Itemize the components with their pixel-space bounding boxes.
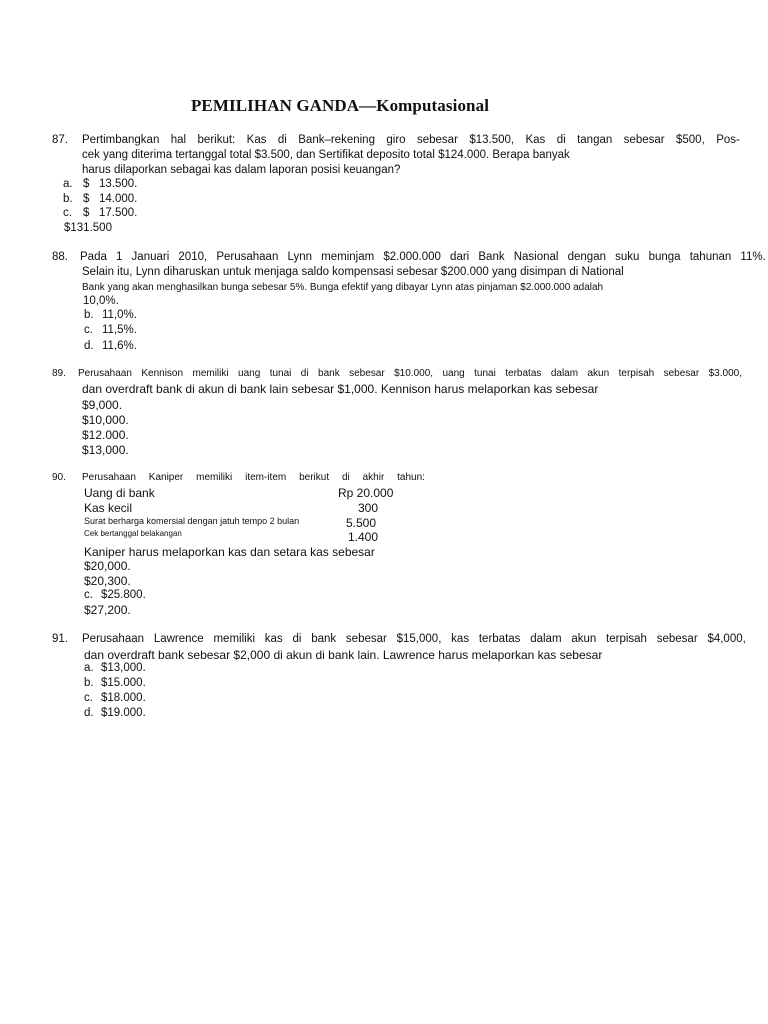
word: berikut xyxy=(299,472,330,483)
word: dengan xyxy=(567,251,606,263)
question-90-line-1 xyxy=(82,472,425,484)
word: memiliki xyxy=(192,368,229,379)
option-label: c. xyxy=(84,589,93,601)
item-name: Kas kecil xyxy=(84,501,133,515)
word: suku xyxy=(615,251,640,263)
option-label: c. xyxy=(84,692,93,704)
word: dalam xyxy=(550,368,579,379)
word: sebesar xyxy=(416,134,458,146)
word: 11%. xyxy=(740,251,766,263)
word: Kas xyxy=(246,134,267,146)
option-text: 11,6%. xyxy=(102,340,137,352)
word: kas xyxy=(264,633,283,645)
word: sebesar xyxy=(349,368,385,379)
word: Bank xyxy=(478,251,505,263)
word: memiliki xyxy=(213,633,255,645)
word: Kennison xyxy=(141,368,184,379)
word: Kas xyxy=(525,134,546,146)
word: di xyxy=(300,368,309,379)
question-87-line-3: harus dilaporkan sebagai kas dalam laporan posisi keuangan? xyxy=(82,164,401,176)
option-label: b. xyxy=(84,677,94,689)
word: bank xyxy=(311,633,337,645)
option-text: $18.000. xyxy=(101,692,146,704)
word: terpisah xyxy=(618,368,655,379)
question-87-line-1 xyxy=(82,134,740,148)
item-amount: 5.500 xyxy=(346,516,377,530)
option-label: a. xyxy=(63,178,73,190)
item-amount: 300 xyxy=(358,501,379,515)
word: sebesar xyxy=(656,633,698,645)
word: Perusahaan xyxy=(216,251,279,263)
word: $2.000.000 xyxy=(383,251,441,263)
question-88-line-1 xyxy=(80,251,766,265)
item-amount: 1.400 xyxy=(348,530,379,544)
question-89-line-1 xyxy=(78,368,742,380)
word: $13.500, xyxy=(469,134,515,146)
word: sebesar xyxy=(345,633,387,645)
word: tangan xyxy=(577,134,613,146)
word: bunga xyxy=(648,251,681,263)
item-name: Cek bertanggal belakangan xyxy=(84,529,182,538)
option-text: $13,000. xyxy=(101,662,146,674)
word: Perusahaan xyxy=(78,368,132,379)
word: uang xyxy=(442,368,465,379)
word: memiliki xyxy=(196,472,233,483)
word: terbatas xyxy=(478,633,521,645)
word: akhir xyxy=(362,472,385,483)
word: $10.000, xyxy=(394,368,434,379)
word: Pada xyxy=(80,251,107,263)
word: Lynn xyxy=(287,251,313,263)
word: $15,000, xyxy=(396,633,442,645)
option-label: a. xyxy=(84,662,94,674)
option-text: 11,0%. xyxy=(102,309,137,321)
question-number: 88. xyxy=(52,251,68,263)
question-89-line-2: dan overdraft bank di akun di bank lain sebesar $1,000. Kennison harus melaporkan kas sebesar xyxy=(82,382,599,396)
question-88-line-3: Bank yang akan menghasilkan bunga sebesar 5%. Bunga efektif yang dibayar Lynn atas pinjaman $2.000.000 adalah xyxy=(82,282,604,293)
option-text: $19.000. xyxy=(101,707,146,719)
word: Nasional xyxy=(513,251,559,263)
word: Kaniper xyxy=(148,472,184,483)
word: kas xyxy=(451,633,470,645)
option-text: $12.000. xyxy=(82,428,129,442)
option-text: $20,000. xyxy=(84,559,131,573)
word: $500, xyxy=(676,134,705,146)
option-label: d. xyxy=(84,340,94,352)
word: dari xyxy=(450,251,470,263)
option-text: $20,300. xyxy=(84,574,131,588)
word: meminjam xyxy=(321,251,375,263)
option-text: $131.500 xyxy=(64,222,112,234)
option-text: 10,0%. xyxy=(83,295,119,307)
word: item-item xyxy=(245,472,287,483)
option-text: $27,200. xyxy=(84,603,131,617)
word: Perusahaan xyxy=(82,633,145,645)
word: berikut: xyxy=(197,134,236,146)
word: sebesar xyxy=(663,368,700,379)
word: di xyxy=(556,134,566,146)
word: Pertimbangkan xyxy=(82,134,160,146)
word: Pos- xyxy=(716,134,740,146)
word: uang xyxy=(238,368,261,379)
option-text: $ 17.500. xyxy=(83,207,138,219)
question-number: 90. xyxy=(52,472,66,483)
question-87-line-2: cek yang diterima tertanggal total $3.500, dan Sertifikat deposito total $124.000. Berapa banyak xyxy=(82,149,570,161)
word: akun xyxy=(587,368,610,379)
word: Perusahaan xyxy=(82,472,136,483)
word: di xyxy=(341,472,350,483)
word: dalam xyxy=(530,633,562,645)
question-88-line-2: Selain itu, Lynn diharuskan untuk menjaga saldo kompensasi sebesar $200.000 yang disimpan di National xyxy=(82,266,624,278)
word: 2010, xyxy=(178,251,208,263)
word: Lawrence xyxy=(153,633,204,645)
option-text: 11,5%. xyxy=(102,324,137,336)
option-text: $10,000. xyxy=(82,413,129,427)
option-text: $13,000. xyxy=(82,443,129,457)
page-title: PEMILIHAN GANDA—Komputasional xyxy=(190,96,490,115)
word: Januari xyxy=(131,251,170,263)
word: terpisah xyxy=(606,633,647,645)
word: tunai xyxy=(474,368,496,379)
question-91-line-2: dan overdraft bank sebesar $2,000 di akun di bank lain. Lawrence harus melaporkan kas sebesar xyxy=(84,648,603,662)
word: bank xyxy=(318,368,340,379)
question-number: 91. xyxy=(52,633,68,645)
word: $3.000, xyxy=(708,368,742,379)
word: sebesar xyxy=(623,134,665,146)
option-label: d. xyxy=(84,707,94,719)
word: akun xyxy=(571,633,597,645)
word: terbatas xyxy=(505,368,542,379)
option-label: c. xyxy=(63,207,72,219)
option-label: b. xyxy=(63,193,73,205)
option-text: $15.000. xyxy=(101,677,146,689)
item-name: Uang di bank xyxy=(84,486,155,500)
item-amount: Rp 20.000 xyxy=(338,486,394,500)
question-number: 89. xyxy=(52,368,66,379)
question-91-line-1 xyxy=(82,633,746,647)
option-label: c. xyxy=(84,324,93,336)
word: Bank–rekening xyxy=(298,134,375,146)
option-text: $ 14.000. xyxy=(83,193,138,205)
option-text: $9,000. xyxy=(82,398,123,412)
word: di xyxy=(277,134,287,146)
item-name: Surat berharga komersial dengan jatuh tempo 2 bulan xyxy=(84,516,300,526)
option-text: $25.800. xyxy=(101,589,146,601)
word: tahun: xyxy=(397,472,425,483)
word: di xyxy=(292,633,302,645)
word: 1 xyxy=(116,251,123,263)
option-label: b. xyxy=(84,309,94,321)
question-90-question: Kaniper harus melaporkan kas dan setara kas sebesar xyxy=(84,545,375,559)
option-text: $ 13.500. xyxy=(83,178,138,190)
word: tunai xyxy=(269,368,292,379)
question-number: 87. xyxy=(52,134,68,146)
word: hal xyxy=(170,134,187,146)
word: $4,000, xyxy=(707,633,746,645)
word: tahunan xyxy=(689,251,732,263)
word: giro xyxy=(386,134,406,146)
